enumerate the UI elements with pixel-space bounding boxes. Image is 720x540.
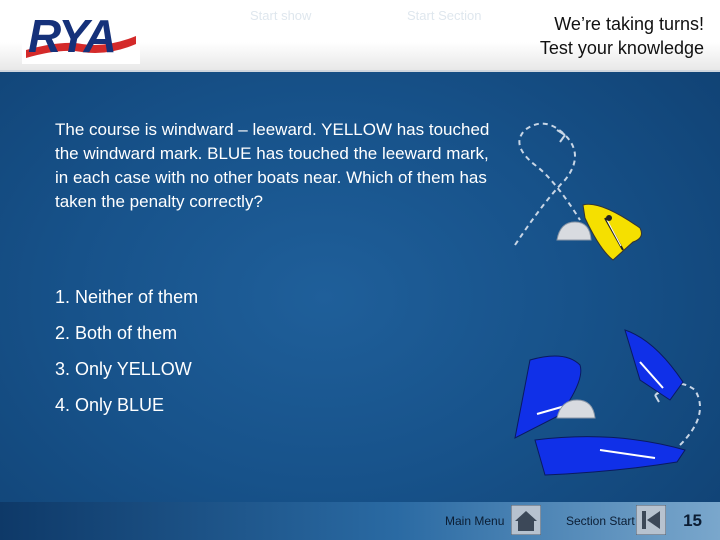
rya-logo [22,10,140,64]
windward-mark-diagram [505,100,675,270]
section-start-label[interactable]: Section Start [566,514,635,528]
start-section-link[interactable]: Start Section [407,8,482,23]
back-icon[interactable] [636,505,666,535]
blue-boat-icon [535,437,685,475]
answer-option-4[interactable]: 4. Only BLUE [55,395,165,415]
page-number: 15 [683,511,702,530]
answer-option-1[interactable]: 1. Neither of them [55,287,199,307]
blue-boat-icon [515,356,581,438]
mark-buoy-icon [557,222,591,240]
question-text: The course is windward – leeward. YELLOW has touched the windward mark. BLUE has touched the leeward mark, in each case with no other boats near. Which of them has taken the penalty correctly? [55,120,490,211]
title-line-2: Test your knowledge [539,38,704,58]
svg-text:RYA: RYA [28,10,115,62]
home-icon[interactable] [511,505,541,535]
start-show-link[interactable]: Start show [250,8,312,23]
blue-boat-icon [625,330,683,400]
leeward-mark-diagram [505,320,710,500]
answer-option-2[interactable]: 2. Both of them [55,323,178,343]
header-bar [0,0,720,72]
title-line-1: We’re taking turns! [554,14,704,34]
answer-option-3[interactable]: 3. Only YELLOW [55,359,192,379]
main-menu-label[interactable]: Main Menu [445,514,505,528]
page-title [540,12,704,60]
